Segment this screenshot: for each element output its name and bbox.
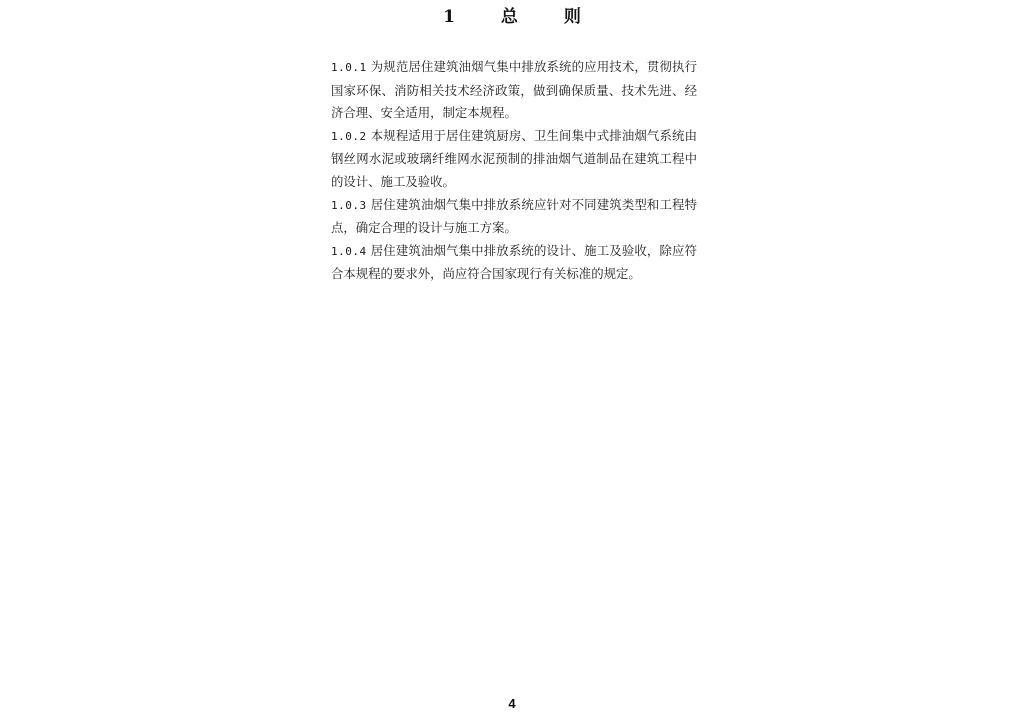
clause-text: 为规范居住建筑油烟气集中排放系统的应用技术，贯彻执行国家环保、消防相关技术经济政策，做到确保质量、技术先进、经济合理、安全适用，制定本规程。	[331, 59, 697, 121]
clause-number: 1.0.4	[331, 244, 367, 258]
chapter-title: 1 总 则	[443, 7, 601, 27]
chapter-body	[331, 56, 697, 286]
clause-text: 本规程适用于居住建筑厨房、卫生间集中式排油烟气系统由钢丝网水泥或玻璃纤维网水泥预制的排油烟气道制品在建筑工程中的设计、施工及验收。	[331, 127, 697, 189]
page-number: 4	[508, 696, 516, 711]
clause-number: 1.0.2	[331, 129, 367, 143]
clause-number: 1.0.1	[331, 61, 367, 74]
clause-text: 居住建筑油烟气集中排放系统应针对不同建筑类型和工程特点，确定合理的设计与施工方案。	[331, 196, 697, 236]
clause-1-0-2	[331, 125, 697, 194]
clause-1-0-1	[331, 56, 697, 125]
clause-text: 居住建筑油烟气集中排放系统的设计、施工及验收，除应符合本规程的要求外，尚应符合国家现行有关标准的规定。	[331, 242, 697, 282]
clause-1-0-4	[331, 240, 697, 286]
clause-1-0-3	[331, 194, 697, 240]
clause-number: 1.0.3	[331, 198, 367, 212]
